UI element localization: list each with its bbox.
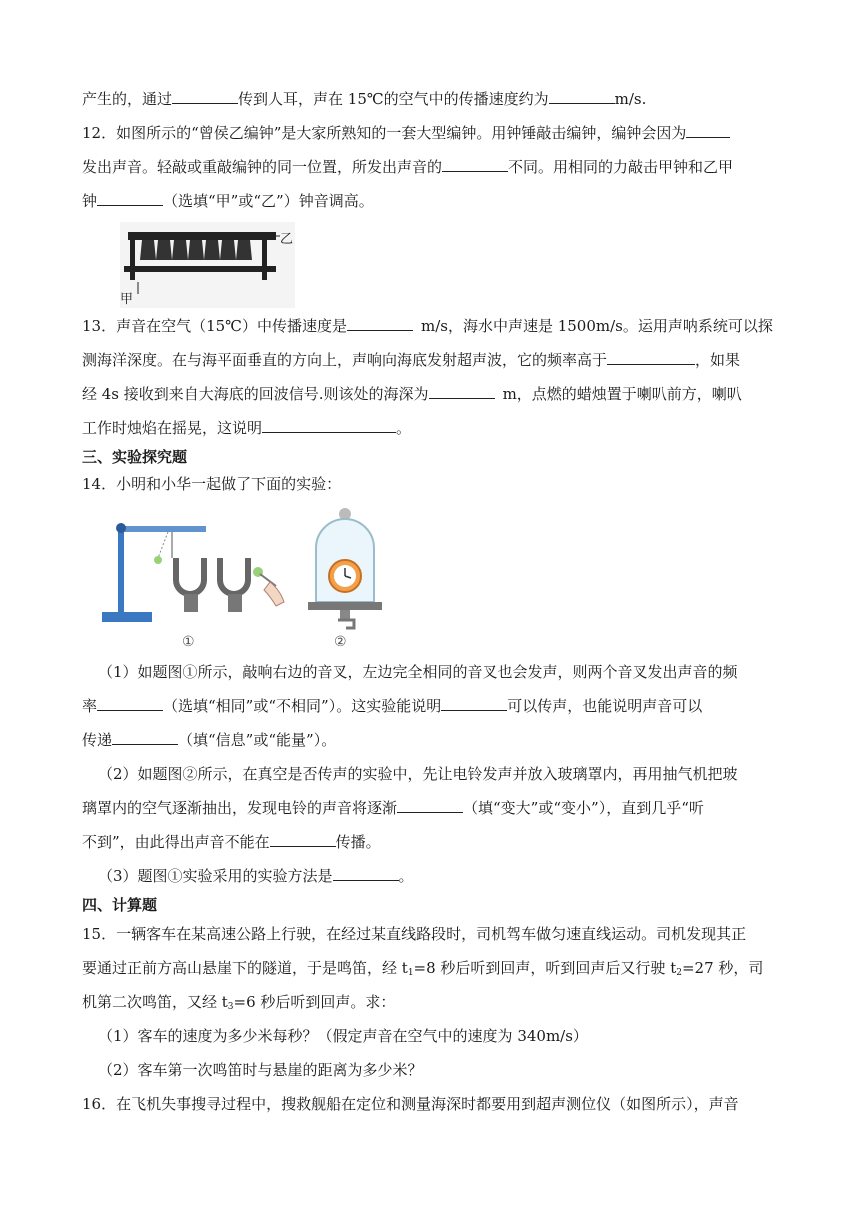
answer-blank — [97, 191, 163, 206]
text: 。 — [398, 867, 414, 885]
q11-tail-line — [82, 89, 646, 109]
answer-blank — [347, 316, 413, 331]
text: ，如果 — [695, 351, 741, 369]
text: 传播。 — [335, 833, 381, 851]
q12-line-1 — [82, 123, 730, 143]
section-title-experiment: 三、实验探究题 — [82, 448, 188, 466]
answer-blank — [429, 384, 495, 399]
tuning-fork-image — [100, 512, 290, 632]
q14-p1-line-1: （1）如题图①所示，敲响右边的音叉，左边完全相同的音叉也会发声，则两个音叉发出声音的频 — [98, 663, 738, 681]
text: 。 — [396, 419, 412, 437]
text: 12．如图所示的“曾侯乙编钟”是大家所熟知的一套大型编钟。用钟锤敲击编钟，编钟会因为 — [82, 124, 687, 142]
answer-blank — [686, 123, 730, 138]
answer-blank — [441, 696, 507, 711]
q14-p2-line-1: （2）如题图②所示，在真空是否传声的实验中，先让电铃发声并放入玻璃罩内，再用抽气机把玻 — [98, 765, 738, 783]
text: 产生的，通过 — [82, 90, 173, 108]
text: 测海洋深度。在与海平面垂直的方向上，声响向海底发射超声波，它的频率高于 — [82, 351, 608, 369]
bell-label-yi: 乙 — [280, 232, 294, 247]
answer-blank — [442, 157, 508, 172]
text: 工作时烛焰在摇晃，这说明 — [82, 419, 263, 437]
answer-blank — [333, 866, 399, 881]
text: m/s. — [614, 90, 647, 108]
answer-blank — [172, 89, 238, 104]
bell-jar-figure — [300, 506, 390, 652]
answer-blank — [607, 350, 695, 365]
answer-blank — [270, 832, 336, 847]
text: 可以传声，也能说明声音可以 — [507, 697, 703, 715]
text: =6 秒后听到回声。求： — [233, 993, 396, 1011]
answer-blank — [549, 89, 615, 104]
subscript: 3 — [227, 1002, 234, 1012]
text: （3）题图①实验采用的实验方法是 — [98, 867, 333, 885]
q15-line-2 — [82, 958, 763, 983]
q14-p1-line-3 — [82, 730, 336, 750]
q16-line-1: 16．在飞机失事搜寻过程中，搜救舰船在定位和测量海深时都要用到超声测位仪（如图所示），声音 — [82, 1095, 739, 1113]
q14-p2-line-2 — [82, 798, 704, 818]
text: （填“变大”或“变小”），直到几乎“听 — [463, 799, 704, 817]
q13-line-4 — [82, 418, 411, 438]
answer-blank — [397, 798, 463, 813]
answer-blank — [97, 696, 163, 711]
bell-rack-image — [120, 222, 295, 308]
text: =8 秒后听到回声，听到回声后又行驶 t — [413, 959, 677, 977]
text: 要通过正前方高山悬崖下的隧道，于是鸣笛，经 t — [82, 959, 408, 977]
text: 机第二次鸣笛，又经 t — [82, 993, 228, 1011]
text: m，点燃的蜡烛置于喇叭前方，喇叭 — [502, 385, 742, 403]
text: 13．声音在空气（15℃）中传播速度是 — [82, 317, 347, 335]
tuning-fork-figure — [100, 512, 290, 652]
q14-p2-line-3 — [82, 832, 381, 852]
q14-p3 — [98, 866, 414, 886]
q12-line-3 — [82, 191, 374, 211]
bell-jar-image — [300, 506, 390, 632]
subscript: 1 — [407, 968, 414, 978]
bianzhong-figure — [120, 222, 295, 308]
q15-line-1: 15．一辆客车在某高速公路上行驶，在经过某直线路段时，司机驾车做匀速直线运动。司机发现其正 — [82, 925, 747, 943]
text: 不同。用相同的力敲击甲钟和乙甲 — [508, 158, 734, 176]
q14-p1-line-2 — [82, 696, 702, 716]
q14-intro: 14．小明和小华一起做了下面的实验： — [82, 475, 342, 493]
subscript: 2 — [676, 968, 682, 978]
section-title-calculation: 四、计算题 — [82, 896, 158, 914]
q13-line-2 — [82, 350, 740, 370]
text: 不到”，由此得出声音不能在 — [82, 833, 270, 851]
q15-sub-2: （2）客车第一次鸣笛时与悬崖的距离为多少米？ — [98, 1061, 423, 1079]
text: 经 4s 接收到来自大海底的回波信号.则该处的海深为 — [82, 385, 429, 403]
text: m/s，海水中声速是 1500m/s。运用声呐系统可以探 — [420, 317, 773, 335]
q15-sub-1: （1）客车的速度为多少米每秒？（假定声音在空气中的速度为 340m/s） — [98, 1027, 588, 1045]
text: 传到人耳，声在 15℃的空气中的传播速度约为 — [238, 90, 549, 108]
q15-line-3 — [82, 992, 395, 1017]
text: 发出声音。轻敲或重敲编钟的同一位置，所发出声音的 — [82, 158, 443, 176]
figure-label-2: ② — [334, 634, 347, 650]
text: 率 — [82, 697, 98, 715]
answer-blank — [262, 418, 396, 433]
figure-label-1: ① — [182, 634, 195, 650]
q13-line-3 — [82, 384, 742, 404]
q12-line-2 — [82, 157, 733, 177]
text: =27 秒，司 — [681, 959, 764, 977]
text: （选填“甲”或“乙”）钟音调高。 — [163, 192, 374, 210]
text: 璃罩内的空气逐渐抽出，发现电铃的声音将逐渐 — [82, 799, 398, 817]
answer-blank — [112, 730, 178, 745]
q13-line-1 — [82, 316, 773, 336]
text: （填“信息”或“能量”）。 — [178, 731, 337, 749]
text: 钟 — [82, 192, 98, 210]
text: （选填“相同”或“不相同”）。这实验能说明 — [163, 697, 442, 715]
bell-label-jia: 甲 — [120, 292, 134, 307]
text: 传递 — [82, 731, 113, 749]
